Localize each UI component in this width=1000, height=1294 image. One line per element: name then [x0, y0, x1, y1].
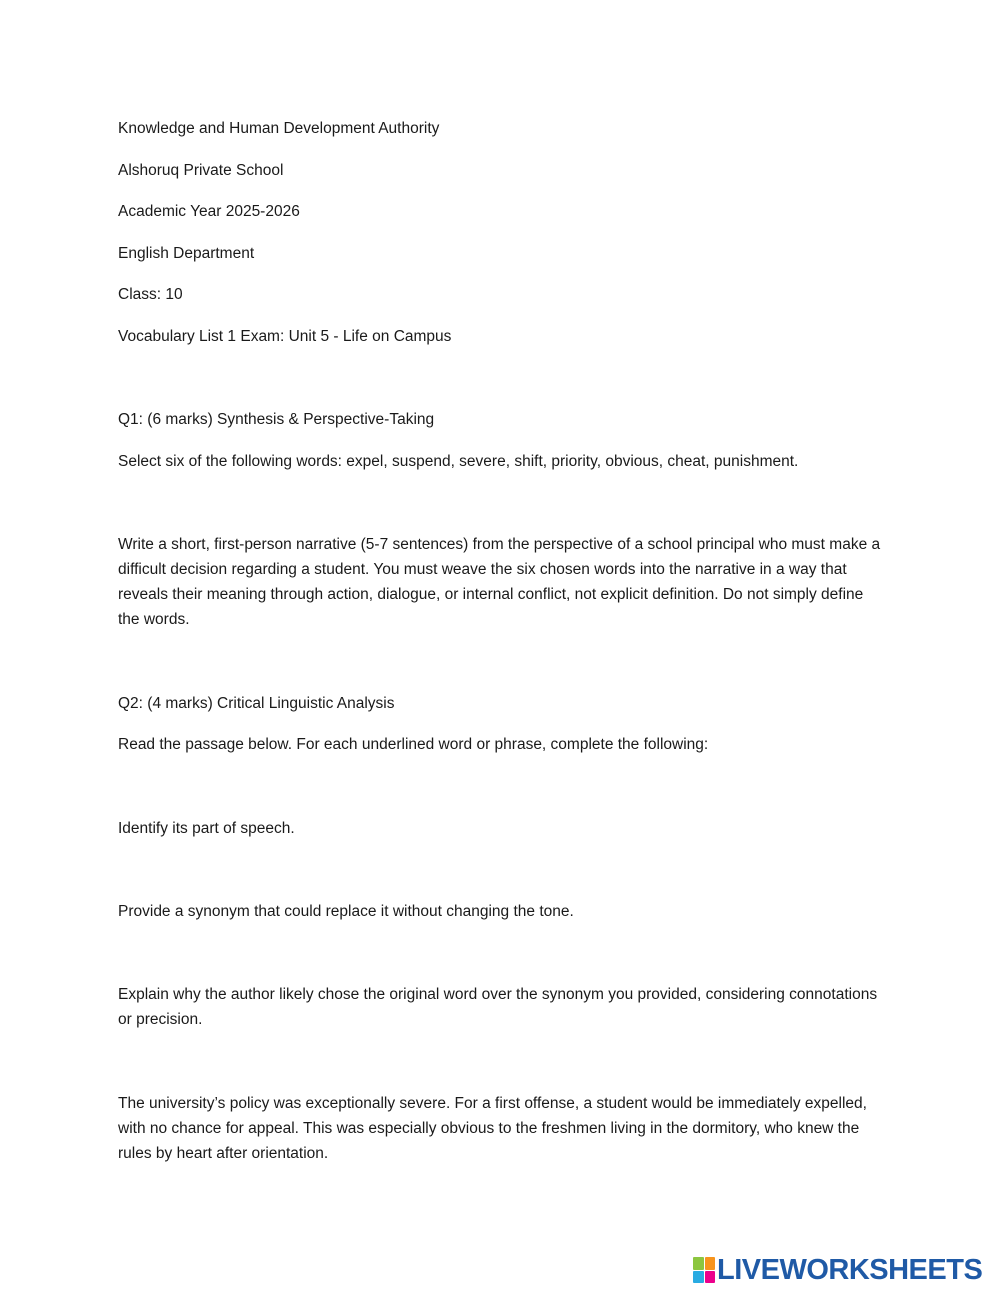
- school-name: Alshoruq Private School: [118, 162, 284, 179]
- q2-step-synonym: Provide a synonym that could replace it without changing the tone.: [118, 903, 574, 920]
- department-name: English Department: [118, 245, 255, 262]
- q2-step-part-of-speech: Identify its part of speech.: [118, 820, 295, 837]
- exam-title: Vocabulary List 1 Exam: Unit 5 - Life on Campus: [118, 328, 452, 345]
- q1-instruction: Select six of the following words: expel, suspend, severe, shift, priority, obvious, cheat, punishment.: [118, 453, 799, 470]
- authority-line: Knowledge and Human Development Authority: [118, 120, 440, 137]
- q2-instruction: Read the passage below. For each underlined word or phrase, complete the following:: [118, 736, 709, 753]
- q1-task: Write a short, first-person narrative (5-7 sentences) from the perspective of a school principal who must make a difficult decision regarding a student. You must weave the six chosen words into the narrative in a way that reveals their meaning through action, dialogue, or internal conflict, not explicit definition. Do not simply define the words.: [118, 536, 881, 628]
- q2-passage: The university’s policy was exceptionally severe. For a first offense, a student would be immediately expelled, with no chance for appeal. This was especially obvious to the freshmen living in the dormitory, who knew the rules by heart after orientation.: [118, 1095, 867, 1162]
- liveworksheets-logo: [693, 1254, 982, 1286]
- q2-title: Q2: (4 marks) Critical Linguistic Analysis: [118, 695, 395, 712]
- class-label: Class: 10: [118, 286, 183, 303]
- q1-title: Q1: (6 marks) Synthesis & Perspective-Taking: [118, 411, 435, 428]
- q2-step-explain: Explain why the author likely chose the original word over the synonym you provided, considering connotations or precision.: [118, 986, 878, 1028]
- liveworksheets-logo-icon: [693, 1257, 715, 1283]
- liveworksheets-logo-text: LIVEWORKSHEETS: [717, 1254, 983, 1286]
- academic-year: Academic Year 2025-2026: [118, 203, 300, 220]
